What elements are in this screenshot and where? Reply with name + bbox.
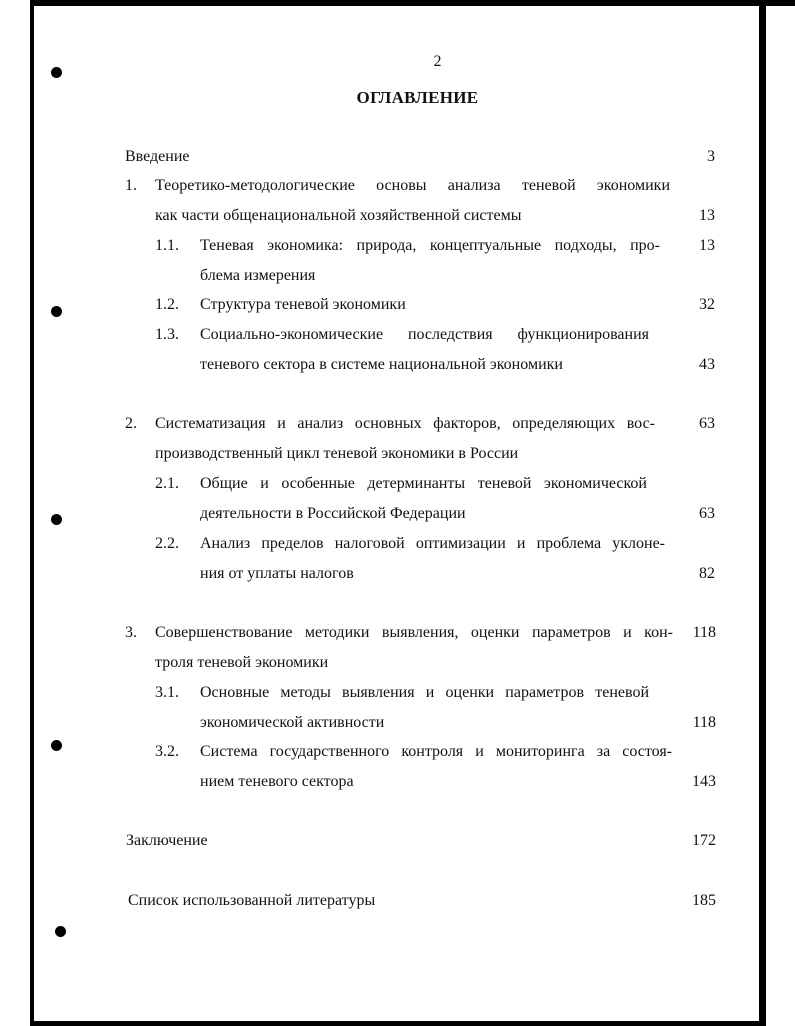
section-number: 2.2. [155,535,179,552]
section-page: 82 [699,565,715,582]
section-page: 43 [699,356,715,373]
toc-entry-title: Заключение [126,832,208,849]
chapter-title-line: Совершенствование методики выявления, оценки параметров и кон- [155,624,673,641]
chapter-title-line: производственный цикл теневой экономики в России [155,445,519,462]
chapter-title-line: Систематизация и анализ основных факторов, определяющих вос- [155,415,655,432]
section-page: 32 [699,296,715,313]
page-number: 2 [433,53,442,70]
section-title-line: Теневая экономика: природа, концептуальные подходы, про- [200,237,660,254]
toc-entry-title: Список использованной литературы [128,892,376,909]
punch-hole [51,740,62,751]
chapter-number: 2. [125,415,137,432]
section-title-line: Структура теневой экономики [200,296,406,313]
section-title-line: деятельности в Российской Федерации [200,505,466,522]
section-title-line: Социально-экономические последствия функционирования [200,326,649,343]
section-title-line: блема измерения [200,267,316,284]
chapter-page: 63 [699,415,715,432]
section-title-line: Анализ пределов налоговой оптимизации и проблема уклоне- [200,535,665,552]
section-title-line: нием теневого сектора [200,773,354,790]
scan-border-top [30,0,795,6]
section-page: 13 [699,237,715,254]
scan-border-bottom [30,1021,766,1026]
section-page: 118 [692,714,716,731]
chapter-page: 13 [699,207,715,224]
chapter-number: 1. [125,177,137,194]
punch-hole [55,926,66,937]
toc-entry-page: 185 [692,892,716,909]
chapter-title-line: троля теневой экономики [155,654,329,671]
toc-entry-page: 172 [692,832,716,849]
section-title-line: ния от уплаты налогов [200,565,354,582]
section-title-line: теневого сектора в системе национальной экономики [200,356,563,373]
punch-hole [51,306,62,317]
punch-hole [51,514,62,525]
page-title: ОГЛАВЛЕНИЕ [356,88,479,107]
section-number: 3.2. [155,743,179,760]
section-number: 1.3. [155,326,179,343]
toc-entry-page: 3 [707,148,715,165]
scan-border-right [759,0,766,1026]
section-page: 63 [699,505,715,522]
section-number: 2.1. [155,475,179,492]
chapter-page: 118 [692,624,716,641]
toc-entry-title: Введение [125,148,190,165]
chapter-title-line: как части общенациональной хозяйственной системы [155,207,522,224]
section-title-line: Основные методы выявления и оценки параметров теневой [200,684,649,701]
section-number: 1.2. [155,296,179,313]
section-page: 143 [692,773,716,790]
chapter-title-line: Теоретико-методологические основы анализа теневой экономики [155,177,670,194]
section-number: 3.1. [155,684,179,701]
section-title-line: Система государственного контроля и мониторинга за состоя- [200,743,672,760]
section-title-line: экономической активности [200,714,385,731]
chapter-number: 3. [125,624,137,641]
scan-border-left [30,0,34,1026]
section-number: 1.1. [155,237,179,254]
section-title-line: Общие и особенные детерминанты теневой экономической [200,475,647,492]
